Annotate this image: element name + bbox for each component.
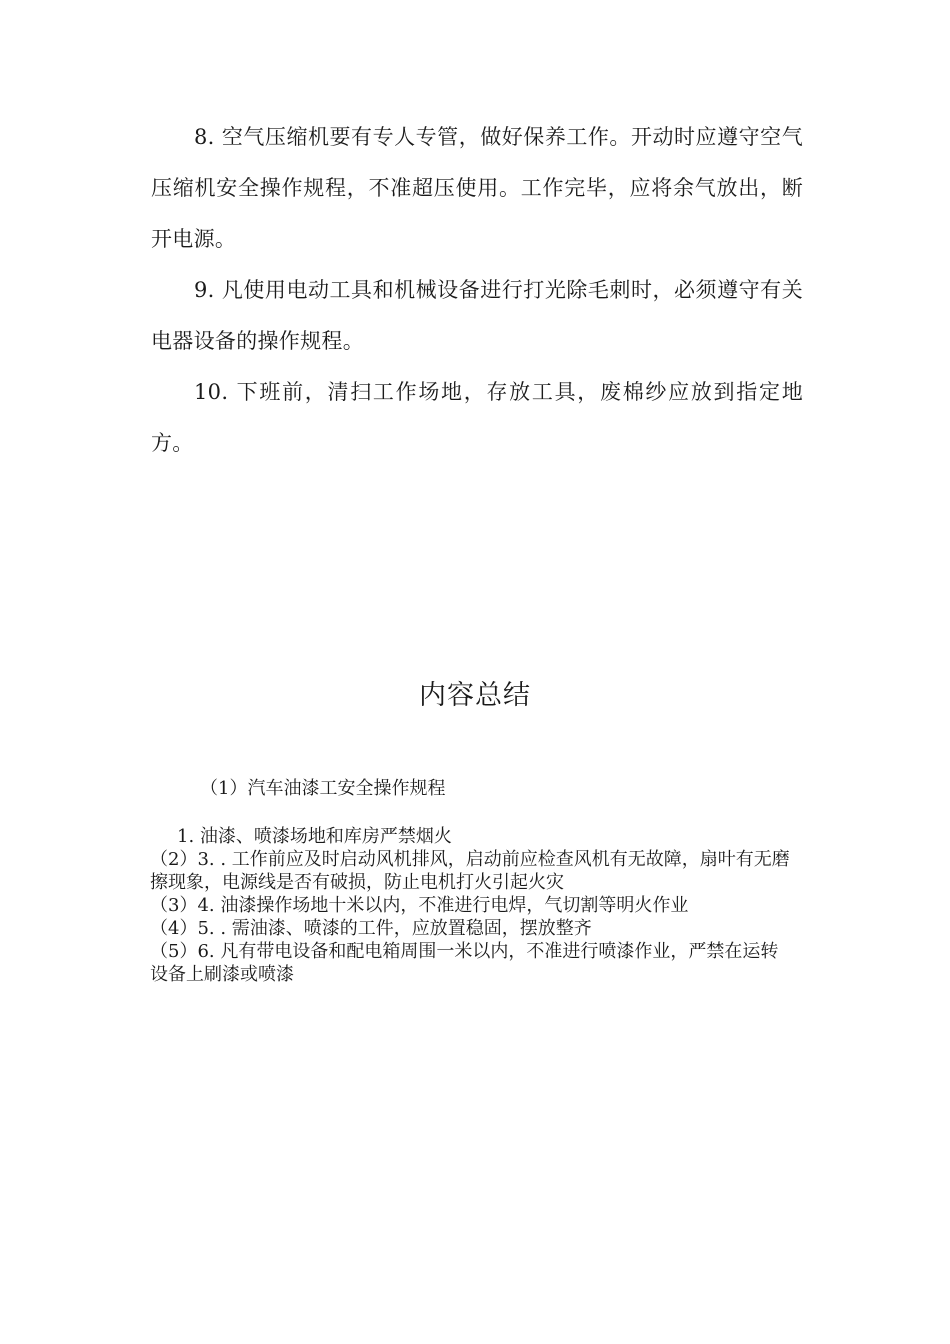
paragraph-item-9: 9. 凡使用电动工具和机械设备进行打光除毛刺时，必须遵守有关电器设备的操作规程。	[151, 278, 803, 353]
summary-item: 1. 油漆、喷漆场地和库房严禁烟火	[177, 826, 452, 847]
summary-item: （3）4. 油漆操作场地十米以内，不准进行电焊，气切割等明火作业	[150, 895, 689, 916]
summary-title: 内容总结	[419, 680, 531, 711]
body-text	[151, 112, 803, 469]
summary-intro: （1）汽车油漆工安全操作规程	[200, 778, 446, 799]
summary-item: （2）3. . 工作前应及时启动风机排风，启动前应检查风机有无故障，扇叶有无磨擦现象，电源线是否有破损，防止电机打火引起火灾	[150, 849, 790, 893]
paragraph-item-10: 10. 下班前，清扫工作场地，存放工具，废棉纱应放到指定地方。	[151, 380, 803, 455]
paragraph-item-8: 8. 空气压缩机要有专人专管，做好保养工作。开动时应遵守空气压缩机安全操作规程，不准超压使用。工作完毕，应将余气放出，断开电源。	[151, 125, 803, 251]
summary-list	[150, 825, 790, 986]
summary-item: （4）5. . 需油漆、喷漆的工件，应放置稳固，摆放整齐	[150, 918, 592, 939]
summary-item: （5）6. 凡有带电设备和配电箱周围一米以内，不准进行喷漆作业，严禁在运转设备上刷漆或喷漆	[150, 941, 779, 985]
